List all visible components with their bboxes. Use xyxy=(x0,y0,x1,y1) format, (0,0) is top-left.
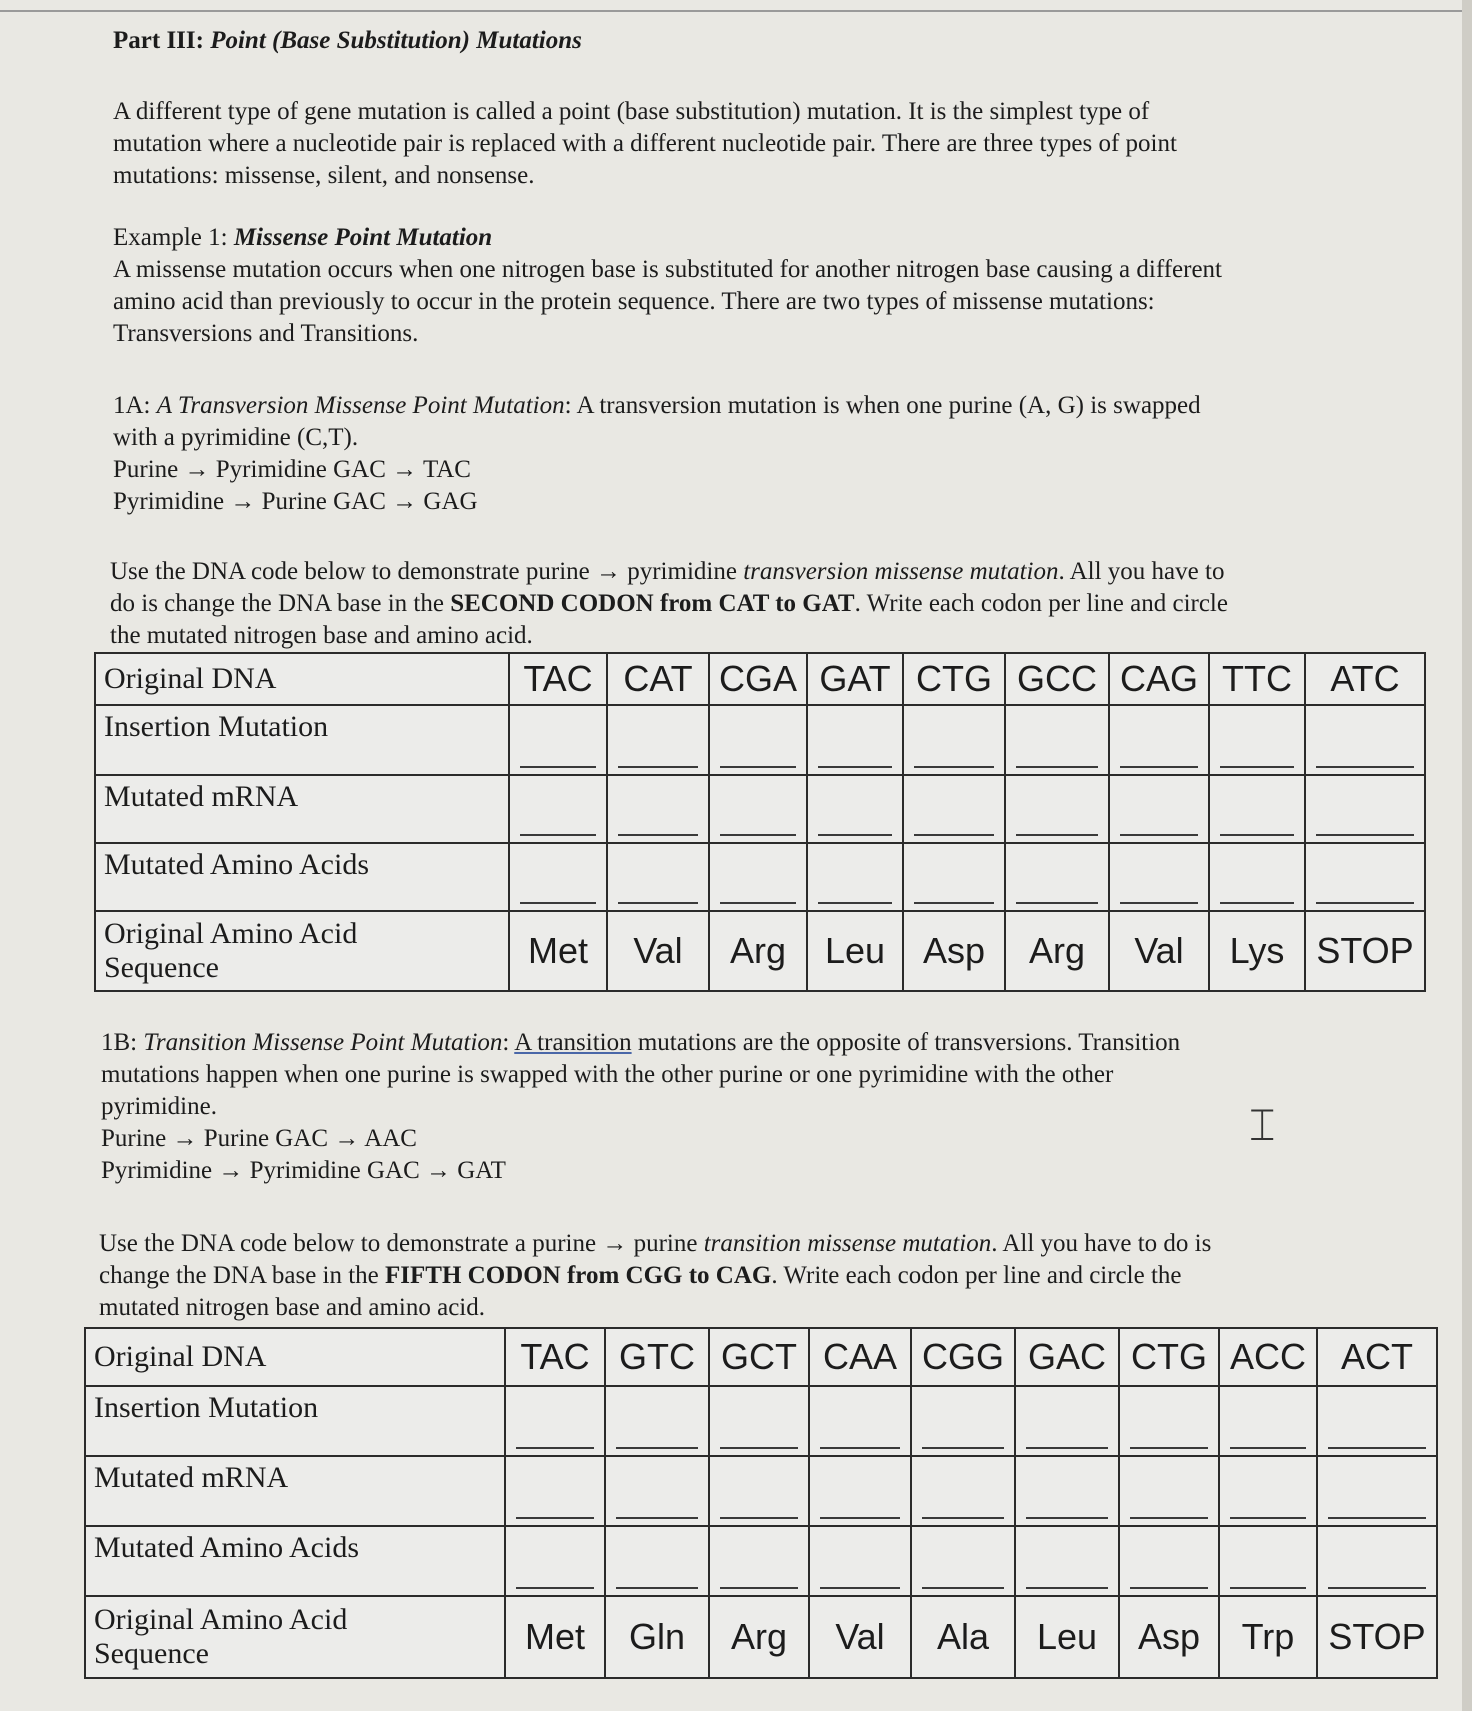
answer-blank[interactable] xyxy=(911,1456,1015,1526)
answer-blank[interactable] xyxy=(1119,1456,1219,1526)
section-1b: 1B: Transition Missense Point Mutation: A transition mutations are the opposite of transversions. Transition mutations happen when one purine is swapped with the other purine or one pyrimidine with the other pyrimidine. Purine → Purine GAC → AAC Pyrimidine → Pyrimidine GAC → GAT xyxy=(101,1029,1181,1184)
dna-codon: CAT xyxy=(607,653,709,705)
answer-blank[interactable] xyxy=(903,705,1005,775)
row-label: Mutated mRNA xyxy=(85,1456,505,1526)
answer-blank[interactable] xyxy=(1005,705,1109,775)
answer-blank[interactable] xyxy=(509,705,607,775)
dna-codon: GAT xyxy=(807,653,903,705)
row-label: Mutated Amino Acids xyxy=(85,1526,505,1596)
answer-blank[interactable] xyxy=(1305,705,1425,775)
answer-blank[interactable] xyxy=(1109,775,1209,843)
row-label: Original DNA xyxy=(95,653,509,705)
answer-blank[interactable] xyxy=(807,843,903,911)
table-row xyxy=(85,1596,1437,1678)
amino-acid: STOP xyxy=(1317,1596,1437,1678)
answer-blank[interactable] xyxy=(509,775,607,843)
answer-blank[interactable] xyxy=(709,843,807,911)
table-row xyxy=(95,653,1425,705)
dna-codon: GCC xyxy=(1005,653,1109,705)
amino-acid: Met xyxy=(509,911,607,991)
dna-codon: TAC xyxy=(509,653,607,705)
answer-blank[interactable] xyxy=(1305,775,1425,843)
page-edge xyxy=(1462,0,1472,1711)
intro-paragraph: A different type of gene mutation is called a point (base substitution) mutation. It is the simplest type of mutation where a nucleotide pair is replaced with a different nucleotide pair. There are three types of point mutations: missense, silent, and nonsense. xyxy=(113,98,1177,189)
answer-blank[interactable] xyxy=(505,1526,605,1596)
dna-codon: CAG xyxy=(1109,653,1209,705)
amino-acid: Asp xyxy=(903,911,1005,991)
dna-codon: CGG xyxy=(911,1328,1015,1386)
answer-blank[interactable] xyxy=(509,843,607,911)
amino-acid: Ala xyxy=(911,1596,1015,1678)
amino-acid: Trp xyxy=(1219,1596,1317,1678)
amino-acid: Leu xyxy=(1015,1596,1119,1678)
amino-acid: Arg xyxy=(709,1596,809,1678)
table-row xyxy=(95,705,1425,775)
amino-acid: Val xyxy=(809,1596,911,1678)
example1-block: Example 1: Missense Point Mutation A missense mutation occurs when one nitrogen base is substituted for another nitrogen base causing a different amino acid than previously to occur in the protein sequence. There are two types of missense mutations: Transversions and Transitions. xyxy=(113,224,1222,347)
answer-blank[interactable] xyxy=(605,1456,709,1526)
section-1b-heading: 1B: Transition Missense Point Mutation: A transition mutations are the opposite of transversions. Transition xyxy=(101,1029,1181,1056)
answer-blank[interactable] xyxy=(709,1386,809,1456)
answer-blank[interactable] xyxy=(1005,843,1109,911)
answer-blank[interactable] xyxy=(1015,1386,1119,1456)
answer-blank[interactable] xyxy=(1119,1386,1219,1456)
dna-codon: ACT xyxy=(1317,1328,1437,1386)
answer-blank[interactable] xyxy=(1109,843,1209,911)
amino-acid: Arg xyxy=(1005,911,1109,991)
section-1a-instructions: Use the DNA code below to demonstrate purine → pyrimidine transversion missense mutation. All you have to do is change the DNA base in the SECOND CODON from CAT to GAT. Write each codon per line and circle the mutated nitrogen base and amino acid. xyxy=(110,558,1228,649)
row-label: Insertion Mutation xyxy=(95,705,509,775)
table-row xyxy=(85,1456,1437,1526)
dna-codon: TAC xyxy=(505,1328,605,1386)
table-row xyxy=(95,775,1425,843)
table-row xyxy=(85,1328,1437,1386)
row-label: Original DNA xyxy=(85,1328,505,1386)
answer-blank[interactable] xyxy=(1219,1456,1317,1526)
answer-blank[interactable] xyxy=(1209,705,1305,775)
amino-acid: STOP xyxy=(1305,911,1425,991)
answer-blank[interactable] xyxy=(903,775,1005,843)
text-cursor-icon: ⌶ xyxy=(1249,1100,1276,1151)
amino-acid: Met xyxy=(505,1596,605,1678)
row-label: Original Amino Acid Sequence xyxy=(85,1596,505,1678)
row-label: Mutated mRNA xyxy=(95,775,509,843)
answer-blank[interactable] xyxy=(709,1456,809,1526)
dna-codon: TTC xyxy=(1209,653,1305,705)
top-divider xyxy=(0,10,1472,12)
section-1b-instructions: Use the DNA code below to demonstrate a purine → purine transition missense mutation. All you have to do is change the DNA base in the FIFTH CODON from CGG to CAG. Write each codon per line and circle the mutated nitrogen base and amino acid. xyxy=(99,1230,1212,1321)
section-1a: 1A: A Transversion Missense Point Mutation: A transversion mutation is when one purine (A, G) is swapped with a pyrimidine (C,T). Purine → Pyrimidine GAC → TAC Pyrimidine → Purine GAC → GAG xyxy=(113,392,1201,515)
answer-blank[interactable] xyxy=(1015,1526,1119,1596)
transition-table xyxy=(84,1327,1438,1679)
answer-blank[interactable] xyxy=(607,843,709,911)
amino-acid: Val xyxy=(607,911,709,991)
row-label: Mutated Amino Acids xyxy=(95,843,509,911)
part-title: Part III: Point (Base Substitution) Mutations xyxy=(113,27,582,54)
answer-blank[interactable] xyxy=(505,1456,605,1526)
dna-codon: GTC xyxy=(605,1328,709,1386)
answer-blank[interactable] xyxy=(809,1526,911,1596)
dna-codon: ATC xyxy=(1305,653,1425,705)
table-row xyxy=(95,911,1425,991)
answer-blank[interactable] xyxy=(505,1386,605,1456)
table-row xyxy=(85,1386,1437,1456)
answer-blank[interactable] xyxy=(911,1386,1015,1456)
answer-blank[interactable] xyxy=(1317,1386,1437,1456)
dna-codon: CGA xyxy=(709,653,807,705)
answer-blank[interactable] xyxy=(1209,775,1305,843)
dna-codon: ACC xyxy=(1219,1328,1317,1386)
answer-blank[interactable] xyxy=(709,1526,809,1596)
answer-blank[interactable] xyxy=(1219,1386,1317,1456)
example1-heading: Example 1: Missense Point Mutation xyxy=(113,224,493,251)
answer-blank[interactable] xyxy=(1219,1526,1317,1596)
amino-acid: Val xyxy=(1109,911,1209,991)
answer-blank[interactable] xyxy=(605,1526,709,1596)
dna-codon: CTG xyxy=(1119,1328,1219,1386)
answer-blank[interactable] xyxy=(709,775,807,843)
table-row xyxy=(95,843,1425,911)
amino-acid: Lys xyxy=(1209,911,1305,991)
answer-blank[interactable] xyxy=(1317,1456,1437,1526)
dna-codon: GAC xyxy=(1015,1328,1119,1386)
answer-blank[interactable] xyxy=(607,705,709,775)
answer-blank[interactable] xyxy=(1209,843,1305,911)
table-row xyxy=(85,1526,1437,1596)
answer-blank[interactable] xyxy=(1109,705,1209,775)
amino-acid: Gln xyxy=(605,1596,709,1678)
answer-blank[interactable] xyxy=(605,1386,709,1456)
dna-codon: GCT xyxy=(709,1328,809,1386)
answer-blank[interactable] xyxy=(1317,1526,1437,1596)
answer-blank[interactable] xyxy=(807,775,903,843)
row-label: Original Amino Acid Sequence xyxy=(95,911,509,991)
answer-blank[interactable] xyxy=(607,775,709,843)
row-label: Insertion Mutation xyxy=(85,1386,505,1456)
amino-acid: Asp xyxy=(1119,1596,1219,1678)
answer-blank[interactable] xyxy=(903,843,1005,911)
answer-blank[interactable] xyxy=(911,1526,1015,1596)
answer-blank[interactable] xyxy=(1119,1526,1219,1596)
answer-blank[interactable] xyxy=(1005,775,1109,843)
answer-blank[interactable] xyxy=(809,1386,911,1456)
answer-blank[interactable] xyxy=(1015,1456,1119,1526)
dna-codon: CAA xyxy=(809,1328,911,1386)
amino-acid: Arg xyxy=(709,911,807,991)
section-1a-heading: 1A: A Transversion Missense Point Mutation: A transversion mutation is when one purine (A, G) is swapped xyxy=(113,392,1201,419)
answer-blank[interactable] xyxy=(807,705,903,775)
amino-acid: Leu xyxy=(807,911,903,991)
answer-blank[interactable] xyxy=(809,1456,911,1526)
answer-blank[interactable] xyxy=(709,705,807,775)
transversion-table xyxy=(94,652,1426,992)
dna-codon: CTG xyxy=(903,653,1005,705)
answer-blank[interactable] xyxy=(1305,843,1425,911)
